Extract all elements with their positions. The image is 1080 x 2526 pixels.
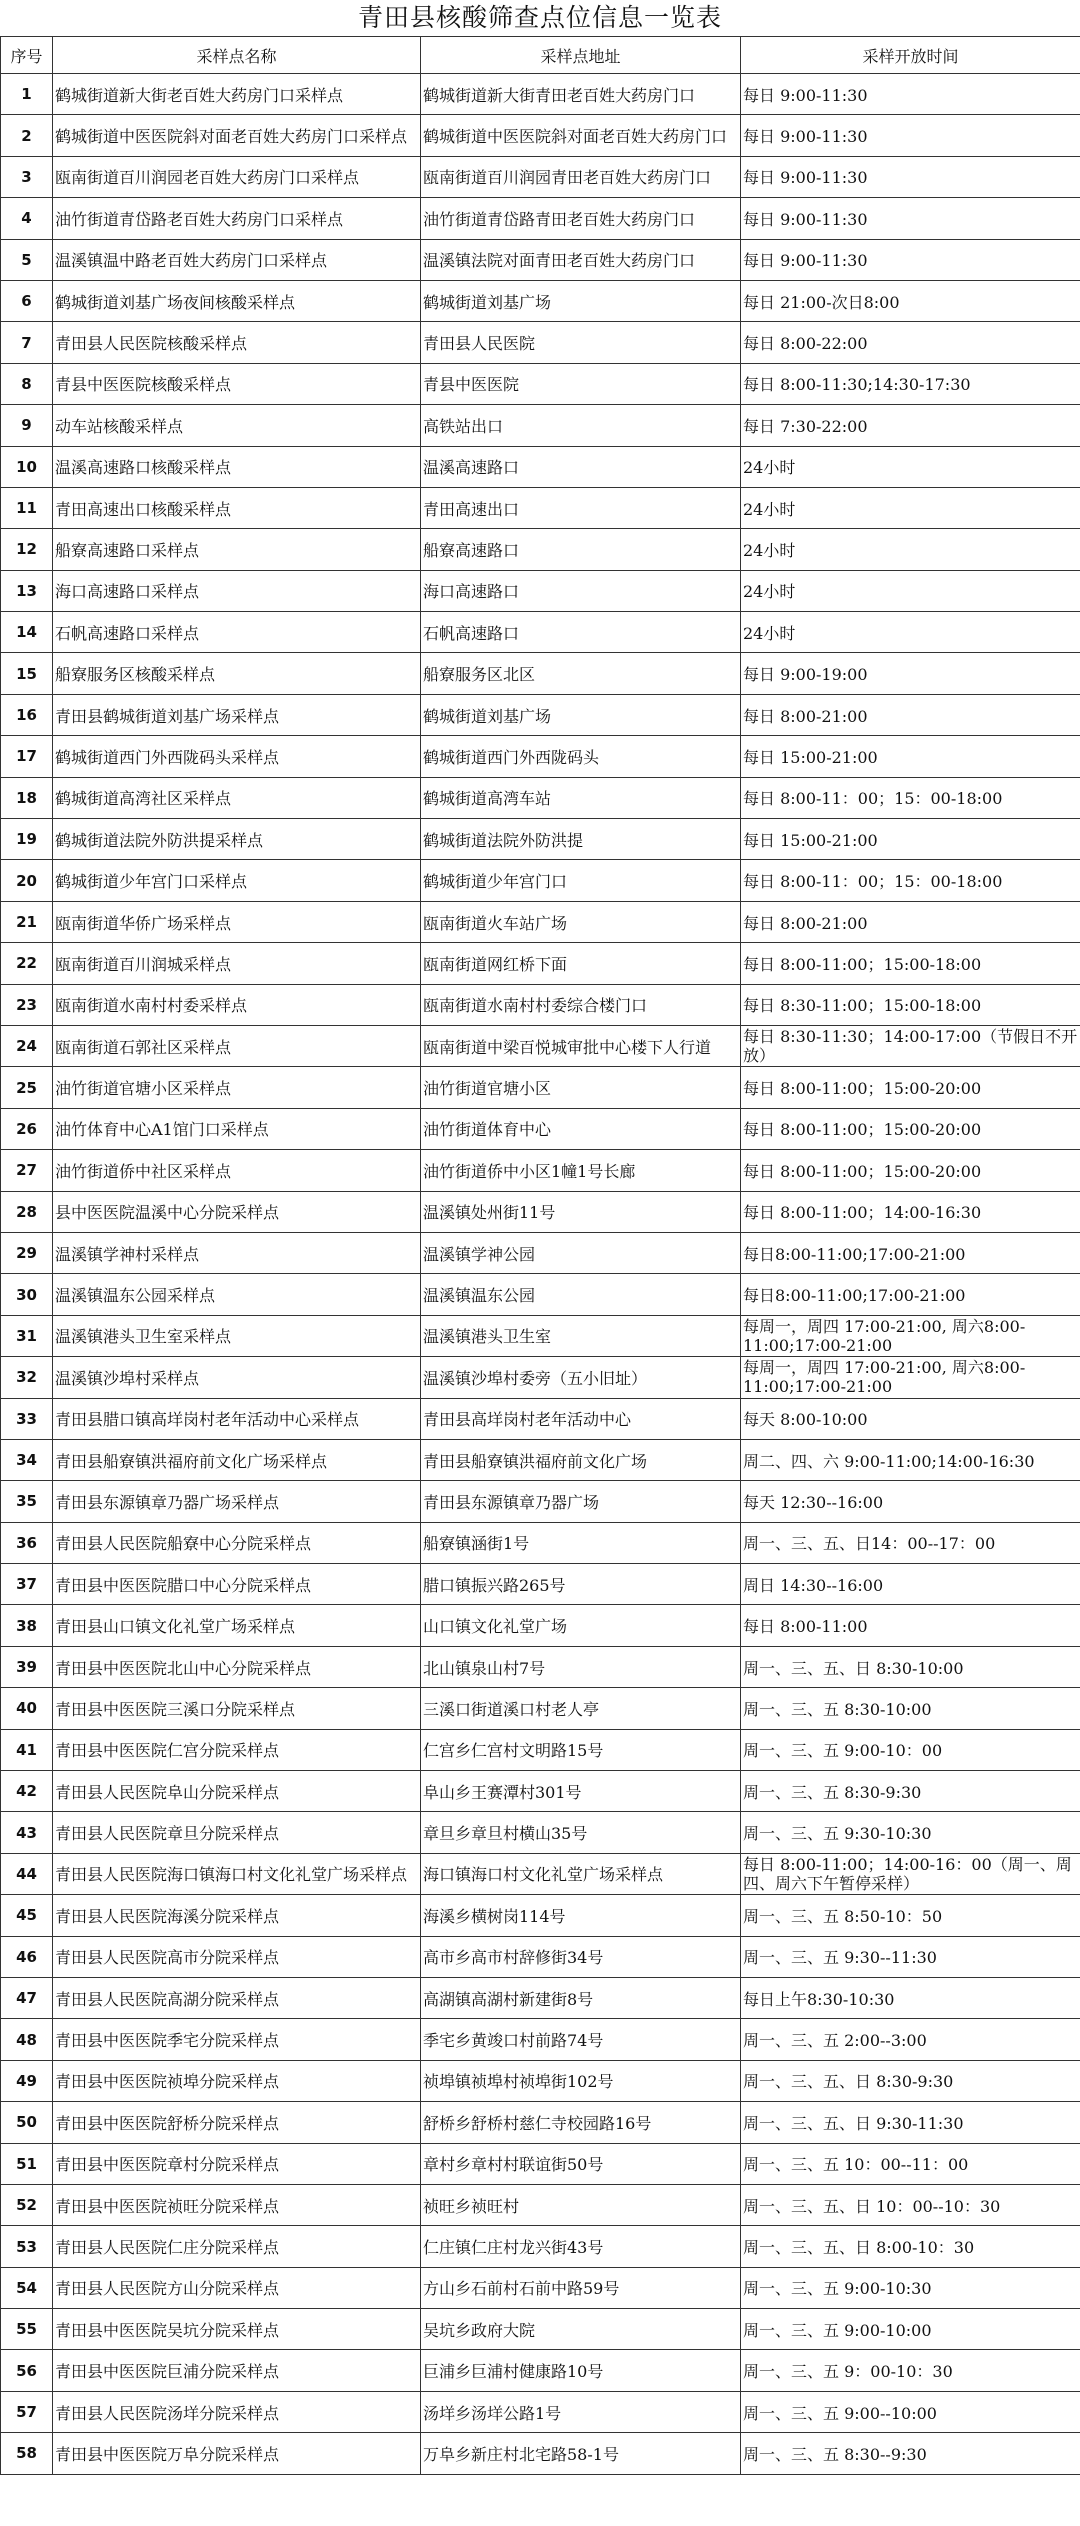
site-name: 青田县山口镇文化礼堂广场采样点 (53, 1605, 421, 1646)
table-row (1, 529, 1080, 570)
site-name: 青田县中医医院北山中心分院采样点 (53, 1646, 421, 1687)
site-name: 瓯南街道百川润城采样点 (53, 943, 421, 984)
site-address: 海口高速路口 (421, 570, 741, 611)
row-index: 41 (1, 1729, 53, 1770)
site-address: 船寮高速路口 (421, 529, 741, 570)
row-index: 2 (1, 115, 53, 156)
sampling-sites-table (0, 36, 1080, 2475)
row-index: 50 (1, 2102, 53, 2143)
open-hours: 每日 7:30-22:00 (741, 405, 1080, 446)
open-hours: 每日 8:00-11:00；15:00-20:00 (741, 1067, 1080, 1108)
site-name: 青田县人民医院海口镇海口村文化礼堂广场采样点 (53, 1853, 421, 1894)
table-row (1, 1936, 1080, 1977)
site-address: 祯旺乡祯旺村 (421, 2184, 741, 2225)
table-row (1, 984, 1080, 1025)
table-row (1, 115, 1080, 156)
row-index: 48 (1, 2019, 53, 2060)
table-row (1, 1150, 1080, 1191)
site-name: 青田县中医医院舒桥分院采样点 (53, 2102, 421, 2143)
site-address: 瓯南街道水南村村委综合楼门口 (421, 984, 741, 1025)
site-address: 船寮镇涵街1号 (421, 1522, 741, 1563)
row-index: 8 (1, 363, 53, 404)
site-name: 船寮高速路口采样点 (53, 529, 421, 570)
table-row (1, 570, 1080, 611)
site-address: 北山镇泉山村7号 (421, 1646, 741, 1687)
table-row (1, 1853, 1080, 1894)
site-name: 青田县人民医院方山分院采样点 (53, 2267, 421, 2308)
site-name: 鹤城街道高湾社区采样点 (53, 777, 421, 818)
table-row (1, 405, 1080, 446)
site-address: 油竹街道侨中小区1幢1号长廊 (421, 1150, 741, 1191)
open-hours: 周一、三、五 9:00-10:30 (741, 2267, 1080, 2308)
site-name: 青田县中医医院祯埠分院采样点 (53, 2060, 421, 2101)
open-hours: 周一、三、五 9:00-10:00 (741, 2309, 1080, 2350)
open-hours: 每日 8:00-11:00；15:00-20:00 (741, 1108, 1080, 1149)
site-name: 青田县中医医院巨浦分院采样点 (53, 2350, 421, 2391)
row-index: 21 (1, 901, 53, 942)
row-index: 22 (1, 943, 53, 984)
site-address: 瓯南街道火车站广场 (421, 901, 741, 942)
table-row (1, 2391, 1080, 2432)
site-address: 瓯南街道网红桥下面 (421, 943, 741, 984)
open-hours: 24小时 (741, 612, 1080, 653)
site-address: 高湖镇高湖村新建街8号 (421, 1977, 741, 2018)
row-index: 16 (1, 694, 53, 735)
site-name: 青田县人民医院高市分院采样点 (53, 1936, 421, 1977)
site-name: 青田县中医医院章村分院采样点 (53, 2143, 421, 2184)
table-row (1, 1977, 1080, 2018)
site-name: 青田县东源镇章乃器广场采样点 (53, 1481, 421, 1522)
row-index: 49 (1, 2060, 53, 2101)
row-index: 45 (1, 1895, 53, 1936)
row-index: 10 (1, 446, 53, 487)
site-address: 鹤城街道法院外防洪提 (421, 819, 741, 860)
table-row (1, 694, 1080, 735)
site-address: 巨浦乡巨浦村健康路10号 (421, 2350, 741, 2391)
table-row (1, 1025, 1080, 1066)
table-row (1, 943, 1080, 984)
site-name: 青田县人民医院高湖分院采样点 (53, 1977, 421, 2018)
table-row (1, 1481, 1080, 1522)
site-address: 温溪镇学神公园 (421, 1232, 741, 1273)
site-name: 温溪镇港头卫生室采样点 (53, 1315, 421, 1356)
table-row (1, 1067, 1080, 1108)
open-hours: 每日 8:00-11:00；15:00-20:00 (741, 1150, 1080, 1191)
site-address: 鹤城街道西门外西陇码头 (421, 736, 741, 777)
row-index: 6 (1, 280, 53, 321)
site-name: 青田县鹤城街道刘基广场采样点 (53, 694, 421, 735)
open-hours: 每日 21:00-次日8:00 (741, 280, 1080, 321)
site-address: 鹤城街道中医医院斜对面老百姓大药房门口 (421, 115, 741, 156)
site-name: 油竹体育中心A1馆门口采样点 (53, 1108, 421, 1149)
row-index: 18 (1, 777, 53, 818)
site-name: 青田县中医医院仁宫分院采样点 (53, 1729, 421, 1770)
site-address: 温溪高速路口 (421, 446, 741, 487)
table-row (1, 74, 1080, 115)
open-hours: 每日 8:30-11:30；14:00-17:00（节假日不开放） (741, 1025, 1080, 1066)
table-row (1, 2433, 1080, 2474)
site-name: 县中医医院温溪中心分院采样点 (53, 1191, 421, 1232)
site-address: 船寮服务区北区 (421, 653, 741, 694)
site-address: 舒桥乡舒桥村慈仁寺校园路16号 (421, 2102, 741, 2143)
site-name: 青田县人民医院海溪分院采样点 (53, 1895, 421, 1936)
open-hours: 周一、三、五 8:30-9:30 (741, 1771, 1080, 1812)
open-hours: 每日 8:30-11:00；15:00-18:00 (741, 984, 1080, 1025)
open-hours: 每日 8:00-11:00；15:00-18:00 (741, 943, 1080, 984)
table-row (1, 1315, 1080, 1356)
site-address: 鹤城街道高湾车站 (421, 777, 741, 818)
site-address: 三溪口街道溪口村老人亭 (421, 1688, 741, 1729)
row-index: 54 (1, 2267, 53, 2308)
row-index: 19 (1, 819, 53, 860)
open-hours: 每日 15:00-21:00 (741, 819, 1080, 860)
open-hours: 每日 8:00-11:00 (741, 1605, 1080, 1646)
open-hours: 周一、三、五 10：00--11：00 (741, 2143, 1080, 2184)
site-address: 石帆高速路口 (421, 612, 741, 653)
row-index: 12 (1, 529, 53, 570)
table-row (1, 901, 1080, 942)
site-address: 腊口镇振兴路265号 (421, 1564, 741, 1605)
table-row (1, 2019, 1080, 2060)
site-name: 瓯南街道百川润园老百姓大药房门口采样点 (53, 156, 421, 197)
open-hours: 周日 14:30--16:00 (741, 1564, 1080, 1605)
site-address: 青田县高垟岗村老年活动中心 (421, 1398, 741, 1439)
table-row (1, 1191, 1080, 1232)
site-name: 青田县船寮镇洪福府前文化广场采样点 (53, 1439, 421, 1480)
row-index: 20 (1, 860, 53, 901)
table-row (1, 1274, 1080, 1315)
table-row (1, 1688, 1080, 1729)
site-address: 鹤城街道少年宫门口 (421, 860, 741, 901)
row-index: 26 (1, 1108, 53, 1149)
site-name: 瓯南街道石郭社区采样点 (53, 1025, 421, 1066)
site-address: 温溪镇法院对面青田老百姓大药房门口 (421, 239, 741, 280)
site-name: 青田县人民医院核酸采样点 (53, 322, 421, 363)
table-row (1, 1439, 1080, 1480)
site-address: 海溪乡横树岗114号 (421, 1895, 741, 1936)
site-address: 油竹街道官塘小区 (421, 1067, 741, 1108)
site-name: 温溪镇沙埠村采样点 (53, 1357, 421, 1398)
open-hours: 周一、三、五 8:30-10:00 (741, 1688, 1080, 1729)
header-row (1, 37, 1080, 74)
row-index: 15 (1, 653, 53, 694)
site-name: 青田县中医医院祯旺分院采样点 (53, 2184, 421, 2225)
table-row (1, 1646, 1080, 1687)
row-index: 27 (1, 1150, 53, 1191)
open-hours: 每天 12:30--16:00 (741, 1481, 1080, 1522)
open-hours: 周一、三、五 8:50-10：50 (741, 1895, 1080, 1936)
open-hours: 每日 9:00-11:30 (741, 115, 1080, 156)
table-row (1, 2060, 1080, 2101)
site-name: 青县中医医院核酸采样点 (53, 363, 421, 404)
row-index: 37 (1, 1564, 53, 1605)
site-address: 青田县船寮镇洪福府前文化广场 (421, 1439, 741, 1480)
site-name: 动车站核酸采样点 (53, 405, 421, 446)
site-name: 海口高速路口采样点 (53, 570, 421, 611)
table-row (1, 1232, 1080, 1273)
site-address: 青田县人民医院 (421, 322, 741, 363)
site-name: 鹤城街道少年宫门口采样点 (53, 860, 421, 901)
table-row (1, 446, 1080, 487)
site-name: 油竹街道官塘小区采样点 (53, 1067, 421, 1108)
site-address: 高市乡高市村辞修街34号 (421, 1936, 741, 1977)
site-address: 山口镇文化礼堂广场 (421, 1605, 741, 1646)
row-index: 11 (1, 487, 53, 528)
row-index: 38 (1, 1605, 53, 1646)
site-address: 章旦乡章旦村横山35号 (421, 1812, 741, 1853)
row-index: 47 (1, 1977, 53, 2018)
header-site-address: 采样点地址 (421, 37, 741, 74)
site-name: 石帆高速路口采样点 (53, 612, 421, 653)
table-row (1, 198, 1080, 239)
open-hours: 周一、三、五、日 10：00--10：30 (741, 2184, 1080, 2225)
site-address: 方山乡石前村石前中路59号 (421, 2267, 741, 2308)
site-name: 青田县中医医院三溪口分院采样点 (53, 1688, 421, 1729)
site-address: 阜山乡王赛潭村301号 (421, 1771, 741, 1812)
row-index: 43 (1, 1812, 53, 1853)
row-index: 5 (1, 239, 53, 280)
open-hours: 每日 8:00-11：00；15：00-18:00 (741, 860, 1080, 901)
table-row (1, 1108, 1080, 1149)
site-name: 青田县中医医院吴坑分院采样点 (53, 2309, 421, 2350)
open-hours: 每天 8:00-10:00 (741, 1398, 1080, 1439)
site-name: 青田县人民医院船寮中心分院采样点 (53, 1522, 421, 1563)
site-name: 温溪高速路口核酸采样点 (53, 446, 421, 487)
site-address: 温溪镇沙埠村委旁（五小旧址） (421, 1357, 741, 1398)
open-hours: 周一、三、五、日 8:30-9:30 (741, 2060, 1080, 2101)
site-address: 祯埠镇祯埠村祯埠街102号 (421, 2060, 741, 2101)
open-hours: 周一、三、五、日 9:30-11:30 (741, 2102, 1080, 2143)
site-address: 青田高速出口 (421, 487, 741, 528)
open-hours: 周一、三、五 9:00--10:00 (741, 2391, 1080, 2432)
open-hours: 周一、三、五 8:30--9:30 (741, 2433, 1080, 2474)
table-row (1, 2143, 1080, 2184)
site-name: 青田县人民医院阜山分院采样点 (53, 1771, 421, 1812)
open-hours: 周一、三、五、日14：00--17：00 (741, 1522, 1080, 1563)
row-index: 23 (1, 984, 53, 1025)
site-name: 鹤城街道中医医院斜对面老百姓大药房门口采样点 (53, 115, 421, 156)
site-address: 高铁站出口 (421, 405, 741, 446)
row-index: 4 (1, 198, 53, 239)
table-body (1, 74, 1080, 2475)
open-hours: 每周一，周四 17:00-21:00, 周六8:00-11:00;17:00-21:00 (741, 1315, 1080, 1356)
site-name: 鹤城街道西门外西陇码头采样点 (53, 736, 421, 777)
table-row (1, 1729, 1080, 1770)
open-hours: 24小时 (741, 446, 1080, 487)
open-hours: 每周一，周四 17:00-21:00, 周六8:00-11:00;17:00-21:00 (741, 1357, 1080, 1398)
site-name: 青田县腊口镇高垟岗村老年活动中心采样点 (53, 1398, 421, 1439)
site-name: 青田县中医医院万阜分院采样点 (53, 2433, 421, 2474)
header-open-hours: 采样开放时间 (741, 37, 1080, 74)
table-row (1, 1812, 1080, 1853)
site-address: 瓯南街道百川润园青田老百姓大药房门口 (421, 156, 741, 197)
table-row (1, 1357, 1080, 1398)
row-index: 52 (1, 2184, 53, 2225)
open-hours: 周一、三、五 9:30-10:30 (741, 1812, 1080, 1853)
row-index: 25 (1, 1067, 53, 1108)
site-name: 油竹街道青岱路老百姓大药房门口采样点 (53, 198, 421, 239)
site-address: 仁宫乡仁宫村文明路15号 (421, 1729, 741, 1770)
row-index: 46 (1, 1936, 53, 1977)
site-address: 青县中医医院 (421, 363, 741, 404)
open-hours: 每日 8:00-22:00 (741, 322, 1080, 363)
open-hours: 每日 9:00-19:00 (741, 653, 1080, 694)
site-name: 温溪镇温东公园采样点 (53, 1274, 421, 1315)
row-index: 24 (1, 1025, 53, 1066)
header-site-name: 采样点名称 (53, 37, 421, 74)
site-address: 仁庄镇仁庄村龙兴街43号 (421, 2226, 741, 2267)
site-address: 鹤城街道新大街青田老百姓大药房门口 (421, 74, 741, 115)
table-row (1, 2309, 1080, 2350)
table-row (1, 1771, 1080, 1812)
open-hours: 周一、三、五、日 8:00-10：30 (741, 2226, 1080, 2267)
open-hours: 24小时 (741, 487, 1080, 528)
row-index: 42 (1, 1771, 53, 1812)
site-name: 鹤城街道刘基广场夜间核酸采样点 (53, 280, 421, 321)
row-index: 31 (1, 1315, 53, 1356)
site-name: 船寮服务区核酸采样点 (53, 653, 421, 694)
row-index: 58 (1, 2433, 53, 2474)
row-index: 29 (1, 1232, 53, 1273)
row-index: 35 (1, 1481, 53, 1522)
table-row (1, 2184, 1080, 2225)
site-name: 鹤城街道新大街老百姓大药房门口采样点 (53, 74, 421, 115)
open-hours: 每日 8:00-11:00；14:00-16：00（周一、周四、周六下午暂停采样） (741, 1853, 1080, 1894)
site-name: 瓯南街道华侨广场采样点 (53, 901, 421, 942)
open-hours: 周一、三、五 9:00-10：00 (741, 1729, 1080, 1770)
table-row (1, 860, 1080, 901)
table-row (1, 2102, 1080, 2143)
table-row (1, 1398, 1080, 1439)
open-hours: 每日 9:00-11:30 (741, 239, 1080, 280)
open-hours: 每日 8:00-21:00 (741, 901, 1080, 942)
table-row (1, 363, 1080, 404)
site-address: 海口镇海口村文化礼堂广场采样点 (421, 1853, 741, 1894)
site-address: 鹤城街道刘基广场 (421, 694, 741, 735)
table-row (1, 1522, 1080, 1563)
site-name: 青田县人民医院汤垟分院采样点 (53, 2391, 421, 2432)
row-index: 40 (1, 1688, 53, 1729)
open-hours: 每日8:00-11:00;17:00-21:00 (741, 1232, 1080, 1273)
row-index: 14 (1, 612, 53, 653)
site-address: 章村乡章村村联谊街50号 (421, 2143, 741, 2184)
open-hours: 每日 8:00-11:30;14:30-17:30 (741, 363, 1080, 404)
open-hours: 周一、三、五、日 8:30-10:00 (741, 1646, 1080, 1687)
site-name: 油竹街道侨中社区采样点 (53, 1150, 421, 1191)
row-index: 17 (1, 736, 53, 777)
row-index: 13 (1, 570, 53, 611)
site-name: 青田县中医医院季宅分院采样点 (53, 2019, 421, 2060)
row-index: 39 (1, 1646, 53, 1687)
row-index: 44 (1, 1853, 53, 1894)
row-index: 9 (1, 405, 53, 446)
row-index: 3 (1, 156, 53, 197)
row-index: 57 (1, 2391, 53, 2432)
site-address: 万阜乡新庄村北宅路58-1号 (421, 2433, 741, 2474)
row-index: 7 (1, 322, 53, 363)
table-row (1, 156, 1080, 197)
open-hours: 每日上午8:30-10:30 (741, 1977, 1080, 2018)
row-index: 55 (1, 2309, 53, 2350)
table-row (1, 1895, 1080, 1936)
row-index: 56 (1, 2350, 53, 2391)
open-hours: 周一、三、五 2:00--3:00 (741, 2019, 1080, 2060)
site-address: 温溪镇温东公园 (421, 1274, 741, 1315)
site-address: 温溪镇处州街11号 (421, 1191, 741, 1232)
row-index: 1 (1, 74, 53, 115)
table-title: 青田县核酸筛查点位信息一览表 (357, 3, 722, 32)
row-index: 51 (1, 2143, 53, 2184)
site-address: 油竹街道体育中心 (421, 1108, 741, 1149)
site-address: 油竹街道青岱路青田老百姓大药房门口 (421, 198, 741, 239)
table-row (1, 1605, 1080, 1646)
site-name: 鹤城街道法院外防洪提采样点 (53, 819, 421, 860)
row-index: 28 (1, 1191, 53, 1232)
site-address: 季宅乡黄竣口村前路74号 (421, 2019, 741, 2060)
site-address: 汤垟乡汤垟公路1号 (421, 2391, 741, 2432)
open-hours: 周二、四、六 9:00-11:00;14:00-16:30 (741, 1439, 1080, 1480)
site-name: 温溪镇学神村采样点 (53, 1232, 421, 1273)
table-row (1, 777, 1080, 818)
open-hours: 每日 15:00-21:00 (741, 736, 1080, 777)
open-hours: 周一、三、五 9:30--11:30 (741, 1936, 1080, 1977)
table-row (1, 2267, 1080, 2308)
site-name: 青田高速出口核酸采样点 (53, 487, 421, 528)
site-name: 青田县人民医院仁庄分院采样点 (53, 2226, 421, 2267)
site-address: 青田县东源镇章乃器广场 (421, 1481, 741, 1522)
site-address: 鹤城街道刘基广场 (421, 280, 741, 321)
open-hours: 每日 9:00-11:30 (741, 74, 1080, 115)
row-index: 53 (1, 2226, 53, 2267)
row-index: 33 (1, 1398, 53, 1439)
site-name: 瓯南街道水南村村委采样点 (53, 984, 421, 1025)
row-index: 34 (1, 1439, 53, 1480)
open-hours: 每日 9:00-11:30 (741, 156, 1080, 197)
table-row (1, 239, 1080, 280)
open-hours: 24小时 (741, 570, 1080, 611)
table-row (1, 612, 1080, 653)
table-row (1, 280, 1080, 321)
table-row (1, 322, 1080, 363)
header-index: 序号 (1, 37, 53, 74)
row-index: 32 (1, 1357, 53, 1398)
open-hours: 每日 8:00-11:00；14:00-16:30 (741, 1191, 1080, 1232)
table-row (1, 819, 1080, 860)
open-hours: 每日 8:00-21:00 (741, 694, 1080, 735)
open-hours: 每日 9:00-11:30 (741, 198, 1080, 239)
site-name: 青田县中医医院腊口中心分院采样点 (53, 1564, 421, 1605)
row-index: 30 (1, 1274, 53, 1315)
table-row (1, 487, 1080, 528)
site-address: 瓯南街道中梁百悦城审批中心楼下人行道 (421, 1025, 741, 1066)
open-hours: 周一、三、五 9：00-10：30 (741, 2350, 1080, 2391)
table-row (1, 2226, 1080, 2267)
site-address: 吴坑乡政府大院 (421, 2309, 741, 2350)
open-hours: 每日 8:00-11：00；15：00-18:00 (741, 777, 1080, 818)
row-index: 36 (1, 1522, 53, 1563)
table-row (1, 653, 1080, 694)
table-row (1, 736, 1080, 777)
open-hours: 每日8:00-11:00;17:00-21:00 (741, 1274, 1080, 1315)
site-name: 温溪镇温中路老百姓大药房门口采样点 (53, 239, 421, 280)
site-address: 温溪镇港头卫生室 (421, 1315, 741, 1356)
table-row (1, 2350, 1080, 2391)
table-row (1, 1564, 1080, 1605)
open-hours: 24小时 (741, 529, 1080, 570)
site-name: 青田县人民医院章旦分院采样点 (53, 1812, 421, 1853)
